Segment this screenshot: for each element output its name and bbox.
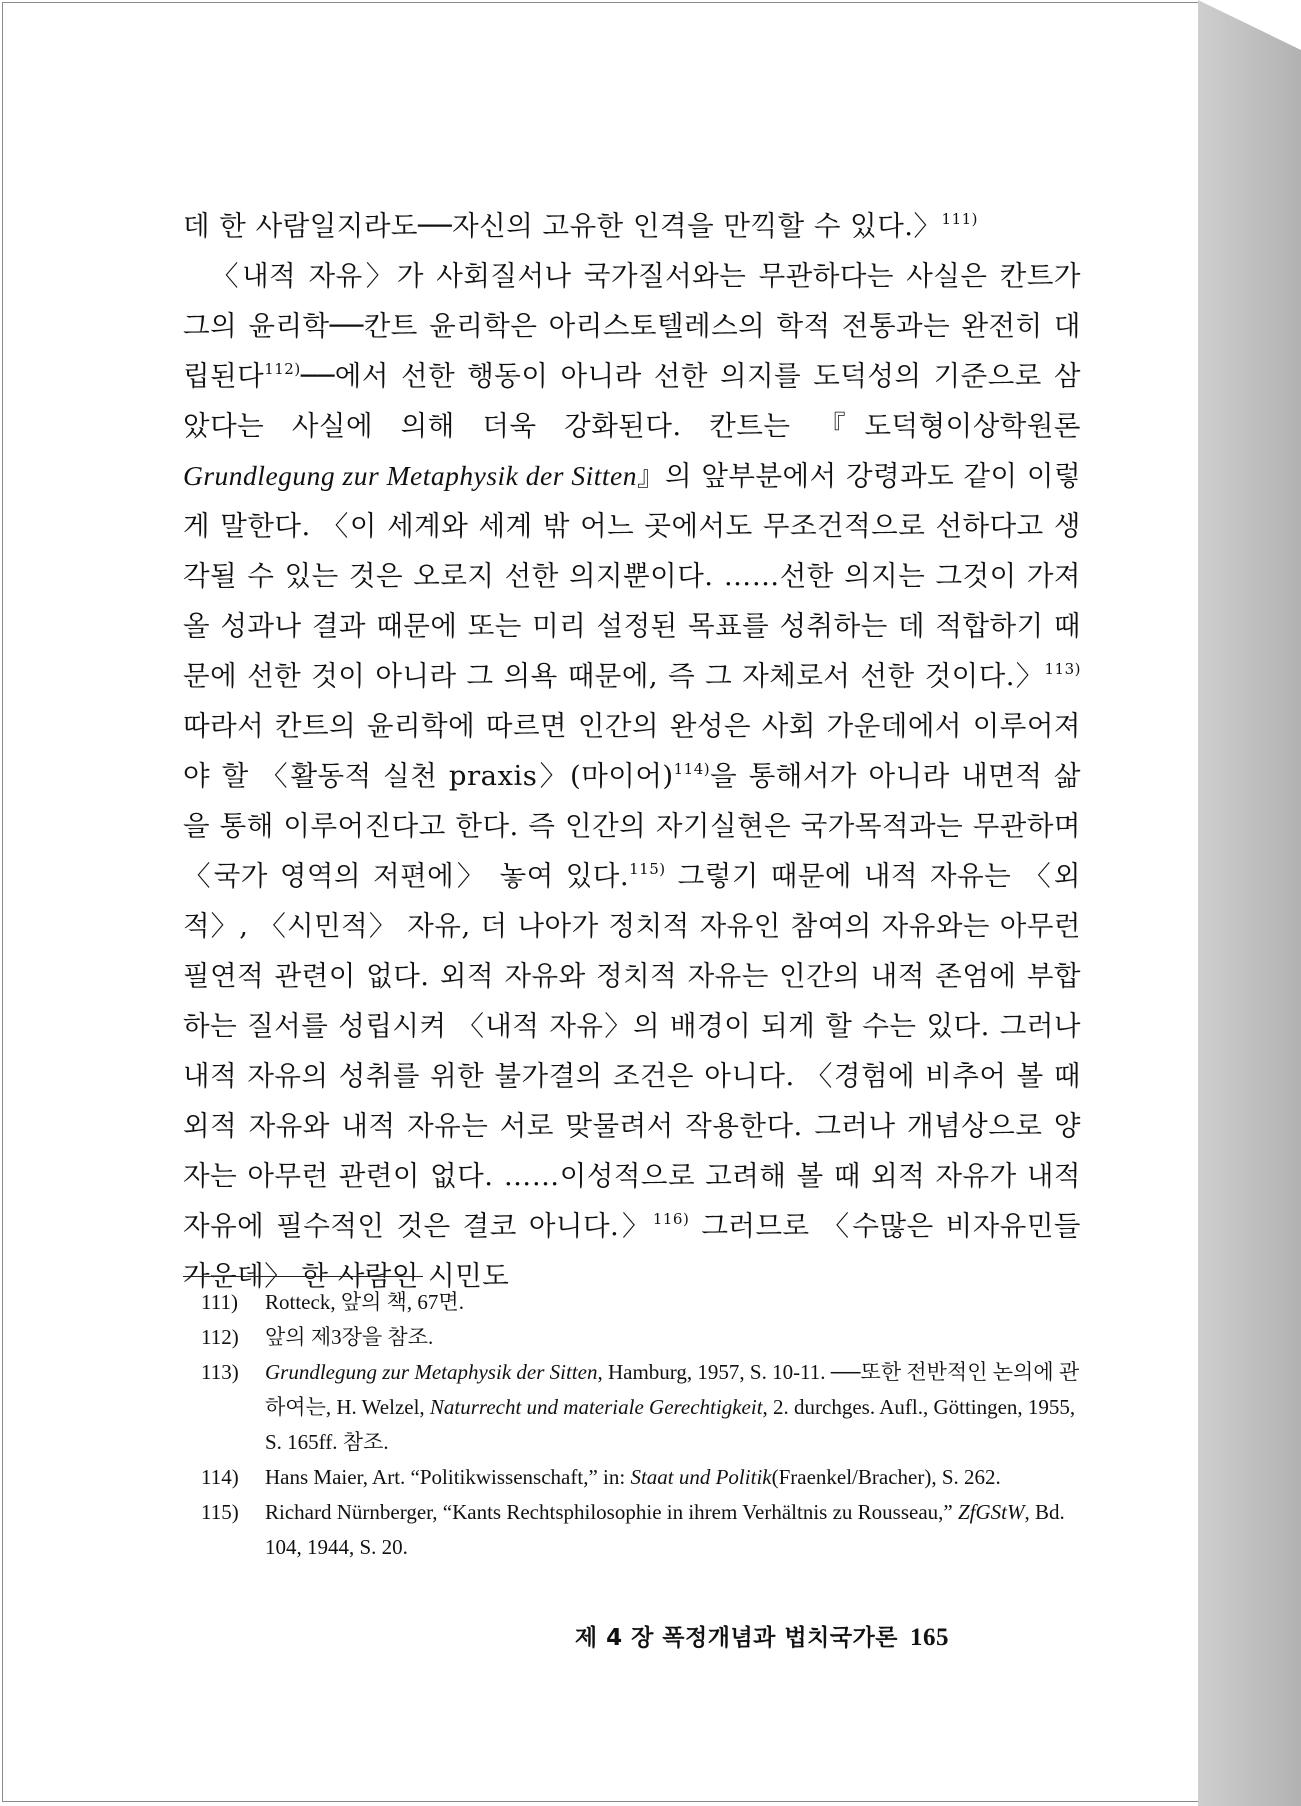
footnote-text-a: Richard Nürnberger, “Kants Rechtsphilosophie in ihrem Verhältnis zu Rousseau,” <box>265 1500 958 1524</box>
footnote-ref-112: 112) <box>264 360 301 378</box>
footnote-113 <box>201 1355 1081 1460</box>
paragraph-2-text-g: 그러므로 〈수많은 비자유민들 가운데〉 한 사람인 시민도 <box>183 1210 1081 1292</box>
paragraph-1 <box>183 201 1081 251</box>
book-spine <box>1198 0 1301 1806</box>
paragraph-2-text-f: 그렇기 때문에 내적 자유는 〈외적〉, 〈시민적〉 자유, 더 나아가 정치적 자유인 참여의 자유와는 아무런 필연적 관련이 없다. 외적 자유와 정치적 자유는 인간의 내적 존엄에 부합하는 질서를 성립시켜 〈내적 자유〉의 배경이 되게 할 수는 있다. 그러나 내적 자유의 성취를 위한 불가결의 조건은 아니다. 〈경험에 비추어 볼 때 외적 자유와 내적 자유는 서로 맞물려서 작용한다. 그러나 개념상으로 양자는 아무런 관련이 없다. ……이성적으로 고려해 볼 때 외적 자유가 내적 자유에 필수적인 것은 결코 아니다.〉 <box>183 860 1081 1242</box>
book-page <box>2 2 1200 1802</box>
footnote-text-b: , Bd. 104, 1944, S. 20. <box>265 1500 1065 1559</box>
footnote-ref-111: 111) <box>941 210 979 228</box>
paragraph-2-text-b: ──에서 선한 행동이 아니라 선한 의지를 도덕성의 기준으로 삼았다는 사실에 의해 더욱 강화된다. 칸트는 『도덕형이상학원론 <box>183 360 1081 442</box>
footnote-text <box>265 1460 1081 1495</box>
footnote-text <box>265 1355 1081 1460</box>
footnote-text-b: (Fraenkel/Bracher), S. 262. <box>771 1465 1001 1489</box>
footnote-ref-116: 116) <box>652 1210 690 1228</box>
footnote-115 <box>201 1495 1081 1565</box>
footnote-number: 111) <box>201 1290 238 1314</box>
page-number: 165 <box>910 1624 949 1651</box>
footnote-text: Rotteck, 앞의 책, 67면. <box>265 1290 464 1314</box>
footnote-ref-113: 113) <box>1044 660 1081 678</box>
footnote-number: 112) <box>201 1325 239 1349</box>
paragraph-2 <box>183 251 1081 1301</box>
footnote-title: Staat und Politik <box>630 1465 772 1489</box>
footnote-number: 113) <box>201 1360 239 1384</box>
footnote-number: 114) <box>201 1465 239 1489</box>
footnote-ref-115: 115) <box>629 860 666 878</box>
paragraph-2-text-a: 〈내적 자유〉가 사회질서나 국가질서와는 무관하다는 사실은 칸트가 그의 윤리학──칸트 윤리학은 아리스토텔레스의 학적 전통과는 완전히 대립된다 <box>183 260 1081 392</box>
paragraph-1-text: 데 한 사람일지라도──자신의 고유한 인격을 만끽할 수 있다.〉 <box>183 210 942 242</box>
running-footer <box>575 1619 949 1652</box>
footnote-114 <box>201 1460 1081 1495</box>
footnote-ref-114: 114) <box>673 760 711 778</box>
body-text <box>183 201 1081 1301</box>
chapter-title: 제 4 장 폭정개념과 법치국가론 <box>574 1625 898 1651</box>
footnote-111 <box>201 1285 1081 1320</box>
paragraph-2-text-e: 을 통해서가 아니라 내면적 삶을 통해 이루어진다고 한다. 즉 인간의 자기실현은 국가목적과는 무관하며 〈국가 영역의 저편에〉 놓여 있다. <box>183 760 1081 892</box>
footnote-text-b: , 2. durchges. Aufl., Göttingen, 1955, S. 165ff. 참조. <box>265 1395 1076 1454</box>
book-title-italic: Grundlegung zur Metaphysik der Sitten <box>183 460 637 491</box>
footnote-number: 115) <box>201 1500 239 1524</box>
footnote-text-a: , Hamburg, 1957, S. 10-11. ──또한 전반적인 논의에 관하여는, H. Welzel, <box>265 1360 1080 1419</box>
footnote-text: 앞의 제3장을 참조. <box>265 1325 434 1349</box>
footnote-text-a: Hans Maier, Art. “Politikwissenschaft,” in: <box>265 1465 631 1489</box>
paragraph-2-text-c: 』의 앞부분에서 강령과도 같이 이렇게 말한다. 〈이 세계와 세계 밖 어느 곳에서도 무조건적으로 선하다고 생각될 수 있는 것은 오로지 선한 의지뿐이다. ……선한 의지는 그것이 가져올 성과나 결과 때문에 또는 미리 설정된 목표를 성취하는 데 적합하기 때문에 선한 것이 아니라 그 의욕 때문에, 즉 그 자체로서 선한 것이다.〉 <box>183 460 1082 692</box>
footnote-title: Naturrecht und materiale Gerechtigkeit <box>429 1395 763 1419</box>
footnote-divider <box>183 1276 423 1277</box>
footnotes <box>201 1285 1081 1565</box>
footnote-title: ZfGStW <box>957 1500 1025 1524</box>
footnote-112 <box>201 1320 1081 1355</box>
footnote-title: Grundlegung zur Metaphysik der Sitten <box>265 1360 598 1384</box>
footnote-text <box>265 1495 1081 1565</box>
paragraph-2-text-d: 따라서 칸트의 윤리학에 따르면 인간의 완성은 사회 가운데에서 이루어져야 할 〈활동적 실천 praxis〉(마이어) <box>183 710 1081 792</box>
